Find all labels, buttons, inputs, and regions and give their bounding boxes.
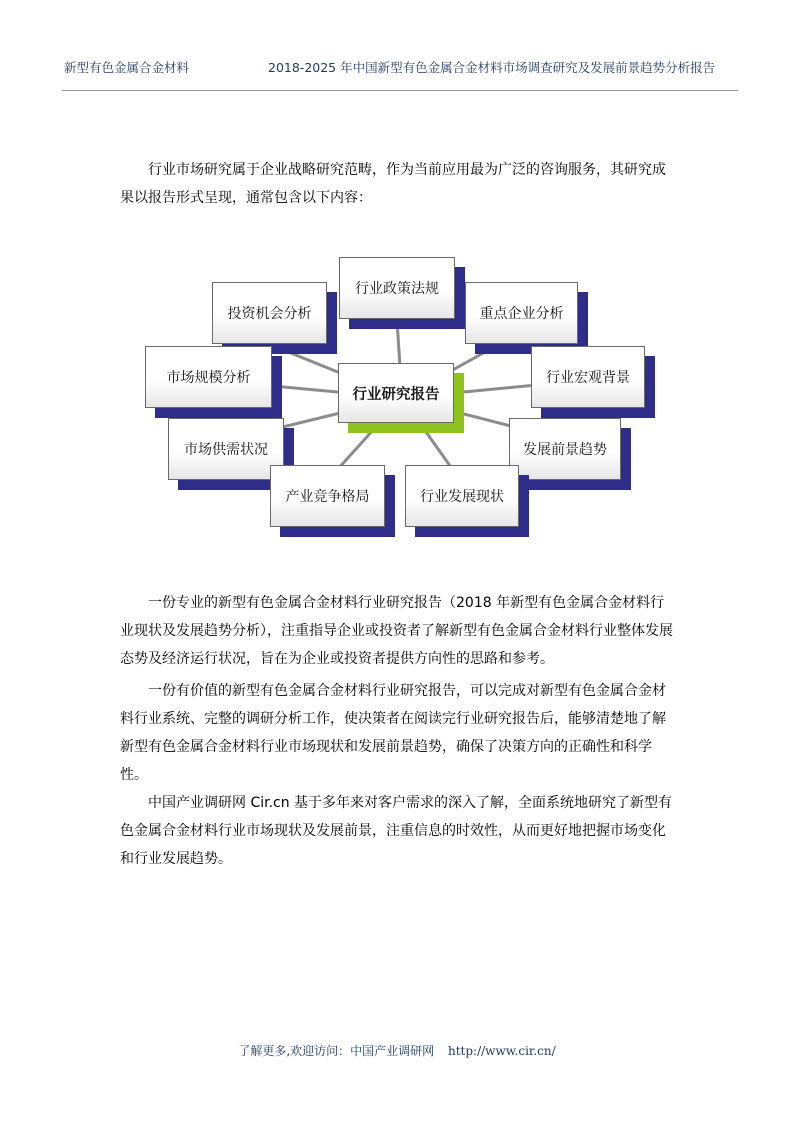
body-paragraph-2: 一份有价值的新型有色金属合金材料行业研究报告，可以完成对新型有色金属合金材料行业系统、完整的调研分析工作，使决策者在阅读完行业研究报告后，能够清楚地了解新型有色金属合金材料行业市场现状和发展前景趋势，确保了决策方向的正确性和科学性。 <box>120 683 666 783</box>
diagram-node: 市场供需状况 <box>168 418 284 480</box>
footer-text: 了解更多,欢迎访问：中国产业调研网 <box>238 1044 435 1058</box>
page-footer <box>0 1042 794 1059</box>
diagram-node: 行业发展现状 <box>405 465 519 527</box>
body-paragraph-3: 中国产业调研网 Cir.cn 基于多年来对客户需求的深入了解，全面系统地研究了新型有色金属合金材料行业市场现状及发展前景，注重信息的时效性，从而更好地把握市场变化和行业发展趋势。 <box>120 795 673 867</box>
body-paragraph-1: 一份专业的新型有色金属合金材料行业研究报告（2018 年新型有色金属合金材料行业现状及发展趋势分析），注重指导企业或投资者了解新型有色金属合金材料行业整体发展态势及经济运行状况，旨在为企业或投资者提供方向性的思路和参考。 <box>120 595 673 667</box>
intro-paragraph: 行业市场研究属于企业战略研究范畴，作为当前应用最为广泛的咨询服务，其研究成果以报告形式呈现，通常包含以下内容： <box>120 162 666 206</box>
diagram-node: 行业宏观背景 <box>531 346 645 408</box>
diagram-node: 产业竞争格局 <box>270 465 385 527</box>
diagram-node: 市场规模分析 <box>145 346 272 408</box>
diagram-node: 发展前景趋势 <box>509 418 621 480</box>
diagram-node: 重点企业分析 <box>465 282 578 344</box>
footer-link[interactable]: http://www.cir.cn/ <box>447 1044 556 1058</box>
diagram-center-node: 行业研究报告 <box>338 363 454 423</box>
header-right-title: 2018-2025 年中国新型有色金属合金材料市场调查研究及发展前景趋势分析报告 <box>268 60 716 75</box>
diagram-node: 投资机会分析 <box>212 282 327 344</box>
header-left-title: 新型有色金属合金材料 <box>64 60 190 75</box>
diagram-node: 行业政策法规 <box>339 257 455 319</box>
